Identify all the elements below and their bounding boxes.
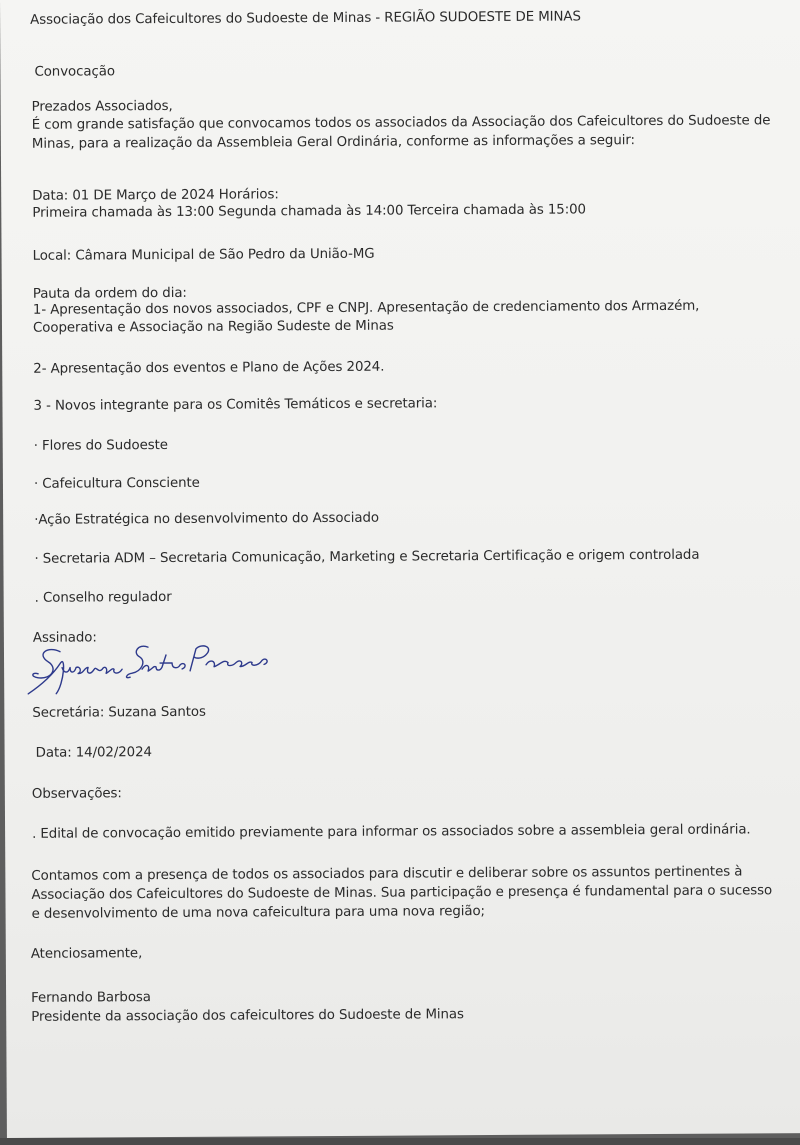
signature-image <box>26 636 276 702</box>
agenda-item-2: 2- Apresentação dos eventos e Plano de Ações 2024. <box>33 359 385 377</box>
president-title: Presidente da associação dos cafeicultores do Sudoeste de Minas <box>31 1007 464 1025</box>
committee-item: · Cafeicultura Consciente <box>33 475 200 492</box>
secretary-name: Secretária: Suzana Santos <box>32 704 206 721</box>
meeting-times: Primeira chamada às 13:00 Segunda chamada às 14:00 Terceira chamada às 15:00 <box>32 202 586 221</box>
agenda-item-3: 3 - Novos integrante para os Comitês Temáticos e secretaria: <box>33 396 438 414</box>
committee-item: · Secretaria ADM – Secretaria Comunicação, Marketing e Secretaria Certificação e origem controlada <box>34 547 700 567</box>
document-heading: Convocação <box>34 64 115 80</box>
closing-line-1: Contamos com a presença de todos os associados para discutir e deliberar sobre os assuntos pertinentes à <box>31 864 743 884</box>
observations-title: Observações: <box>31 786 122 802</box>
agenda-item-1-line-1: 1- Apresentação dos novos associados, CPF e CNPJ. Apresentação de credenciamento dos Armazém, <box>32 298 700 318</box>
meeting-date: Data: 01 DE Março de 2024 Horários: <box>32 187 279 204</box>
closing-line-3: e desenvolvimento de uma nova cafeicultura para uma nova região; <box>31 904 485 922</box>
meeting-location: Local: Câmara Municipal de São Pedro da União-MG <box>32 246 375 264</box>
intro-line-2: Minas, para a realização da Assembleia Geral Ordinária, conforme as informações a seguir: <box>31 133 635 152</box>
intro-line-1: É com grande satisfação que convocamos todos os associados da Associação dos Cafeicultores do Sudoeste de <box>31 113 771 133</box>
signed-date: Data: 14/02/2024 <box>35 745 152 761</box>
greeting: Prezados Associados, <box>31 98 173 115</box>
document-header: Associação dos Cafeicultores do Sudoeste de Minas - REGIÃO SUDOESTE DE MINAS <box>30 9 581 28</box>
observation-text: . Edital de convocação emitido previamente para informar os associados sobre a assembleia geral ordinária. <box>32 822 751 842</box>
closing-line-2: Associação dos Cafeicultores do Sudoeste de Minas. Sua participação e presença é fundamental para o sucesso <box>31 883 773 903</box>
regards: Atenciosamente, <box>30 946 143 962</box>
agenda-title: Pauta da ordem do dia: <box>32 285 187 302</box>
president-name: Fernando Barbosa <box>31 990 151 1006</box>
signed-label: Assinado: <box>32 630 97 646</box>
table-surface <box>0 1138 800 1145</box>
agenda-item-1-line-2: Cooperativa e Associação na Região Sudeste de Minas <box>32 318 394 336</box>
committee-item: . Conselho regulador <box>34 589 172 606</box>
committee-item: · Flores do Sudoeste <box>33 437 168 454</box>
committee-item: ·Ação Estratégica no desenvolvimento do Associado <box>34 510 380 528</box>
